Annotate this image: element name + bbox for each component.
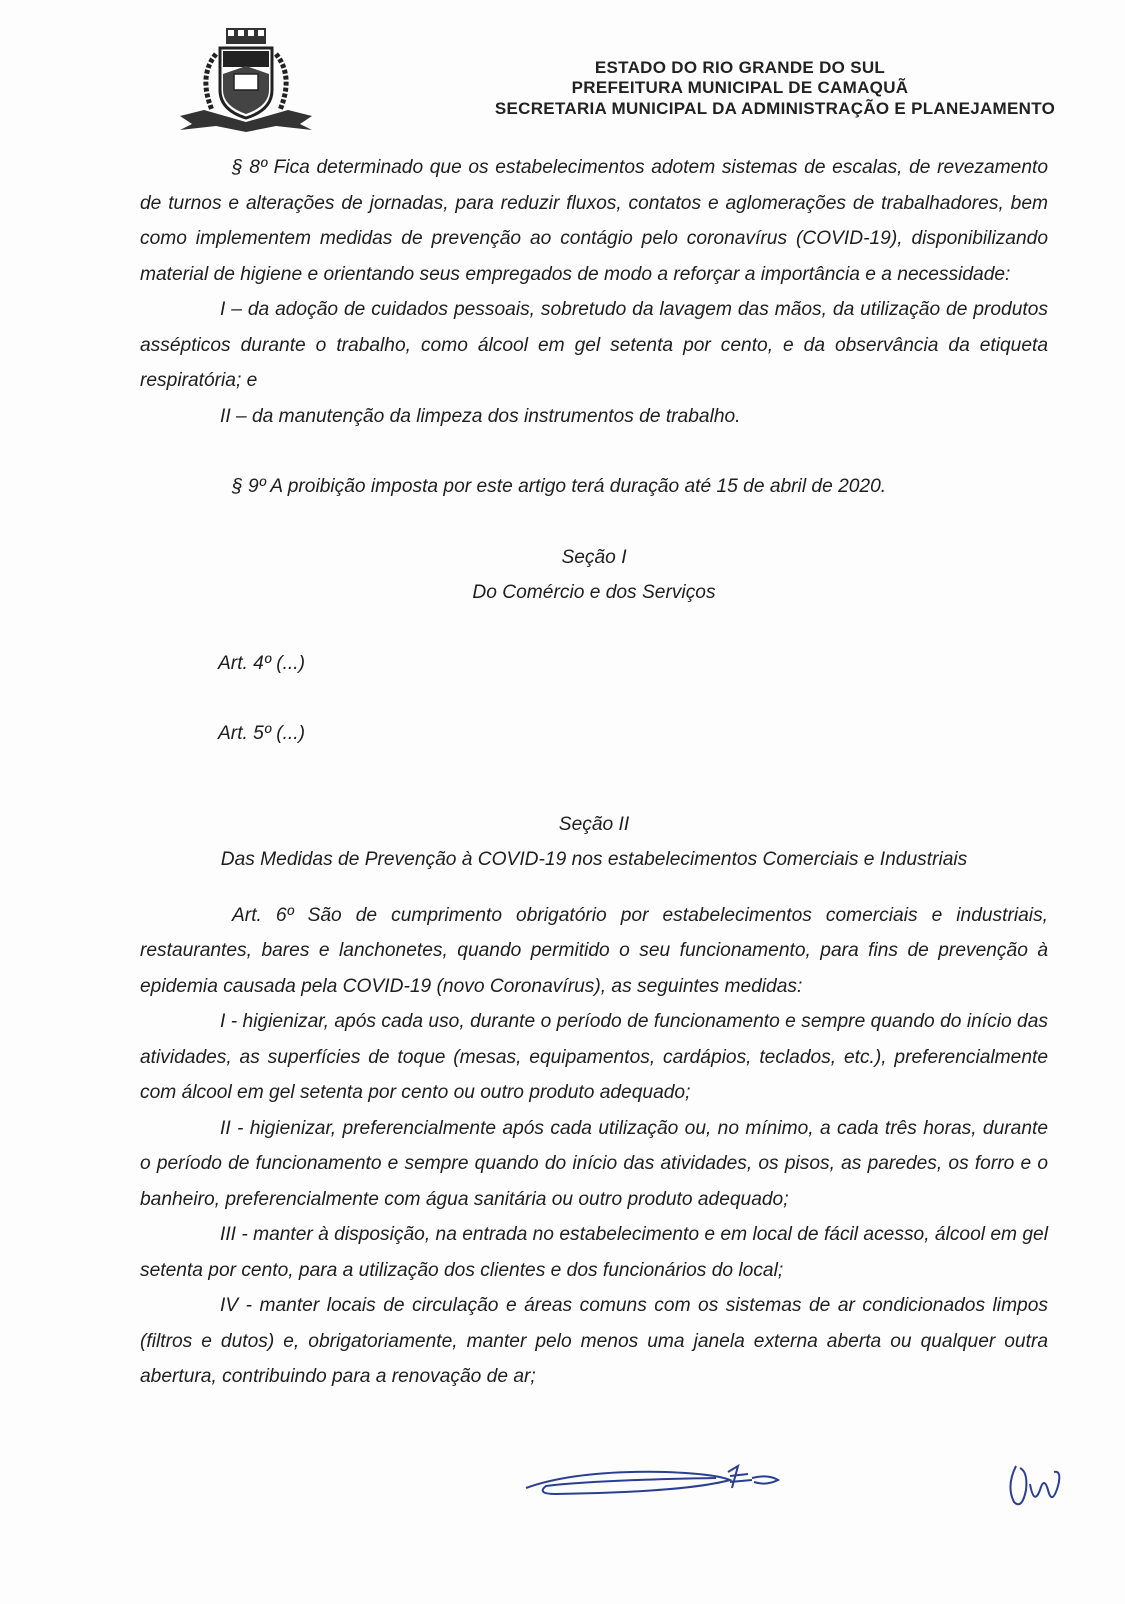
letterhead bbox=[380, 58, 1100, 119]
article-6: Art. 6º São de cumprimento obrigatório por estabelecimentos comerciais e industriais, restaurantes, bares e lanchonetes, quando permitido o seu funcionamento, para fins de prevenção à epidemia causada pela COVID-19 (novo Coronavírus), as seguintes medidas: bbox=[140, 904, 1048, 997]
article-6-item-i: I - higienizar, após cada uso, durante o período de funcionamento e sempre quando do início das atividades, as superfícies de toque (mesas, equipamentos, cardápios, teclados, etc.), preferencialmente com álcool em gel setenta por cento ou outro produto adequado; bbox=[140, 1011, 1048, 1103]
section-1-subtitle: Do Comércio e dos Serviços bbox=[472, 582, 716, 603]
section-1-title: Seção I bbox=[561, 546, 627, 568]
article-6-item-iv: IV - manter locais de circulação e áreas comuns com os sistemas de ar condicionados limpos (filtros e dutos) e, obrigatoriamente, manter pelo menos uma janela externa aberta ou qualquer outra abertura, contribuindo para a renovação de ar; bbox=[140, 1295, 1048, 1387]
paragraph-8: § 8º Fica determinado que os estabelecimentos adotem sistemas de escalas, de revezamento de turnos e alterações de jornadas, para reduzir fluxos, contatos e aglomerações de trabalhadores, bem como implementem medidas de prevenção ao contágio pelo coronavírus (COVID-19), disponibilizando material de higiene e orientando seus empregados de modo a reforçar a importância e a necessidade: bbox=[140, 157, 1048, 285]
header-city: PREFEITURA MUNICIPAL DE CAMAQUÃ bbox=[571, 78, 909, 97]
document-body bbox=[140, 150, 1048, 1395]
paragraph-8-item-i: I – da adoção de cuidados pessoais, sobretudo da lavagem das mãos, da utilização de produtos assépticos durante o trabalho, como álcool em gel setenta por cento, e da observância da etiqueta respiratória; e bbox=[140, 299, 1048, 391]
coat-of-arms-icon bbox=[176, 26, 316, 134]
section-2-title: Seção II bbox=[558, 813, 630, 835]
signature-icon bbox=[516, 1448, 796, 1508]
article-5: Art. 5º (...) bbox=[218, 723, 305, 744]
section-2-subtitle: Das Medidas de Prevenção à COVID-19 nos estabelecimentos Comerciais e Industriais bbox=[220, 849, 968, 870]
article-4: Art. 4º (...) bbox=[218, 652, 305, 674]
header-state: ESTADO DO RIO GRANDE DO SUL bbox=[594, 58, 886, 77]
paragraph-9: § 9º A proibição imposta por este artigo terá duração até 15 de abril de 2020. bbox=[232, 476, 887, 497]
header-department: SECRETARIA MUNICIPAL DA ADMINISTRAÇÃO E PLANEJAMENTO bbox=[494, 99, 1056, 118]
article-6-item-ii: II - higienizar, preferencialmente após cada utilização ou, no mínimo, a cada três horas, durante o período de funcionamento e sempre quando do início das atividades, os pisos, as paredes, os forro e o banheiro, preferencialmente com água sanitária ou outro produto adequado; bbox=[140, 1117, 1048, 1210]
paragraph-8-item-ii: II – da manutenção da limpeza dos instrumentos de trabalho. bbox=[220, 405, 741, 427]
initials-icon bbox=[1004, 1456, 1074, 1516]
article-6-item-iii: III - manter à disposição, na entrada no estabelecimento e em local de fácil acesso, álcool em gel setenta por cento, para a utilização dos clientes e dos funcionários do local; bbox=[140, 1224, 1048, 1281]
